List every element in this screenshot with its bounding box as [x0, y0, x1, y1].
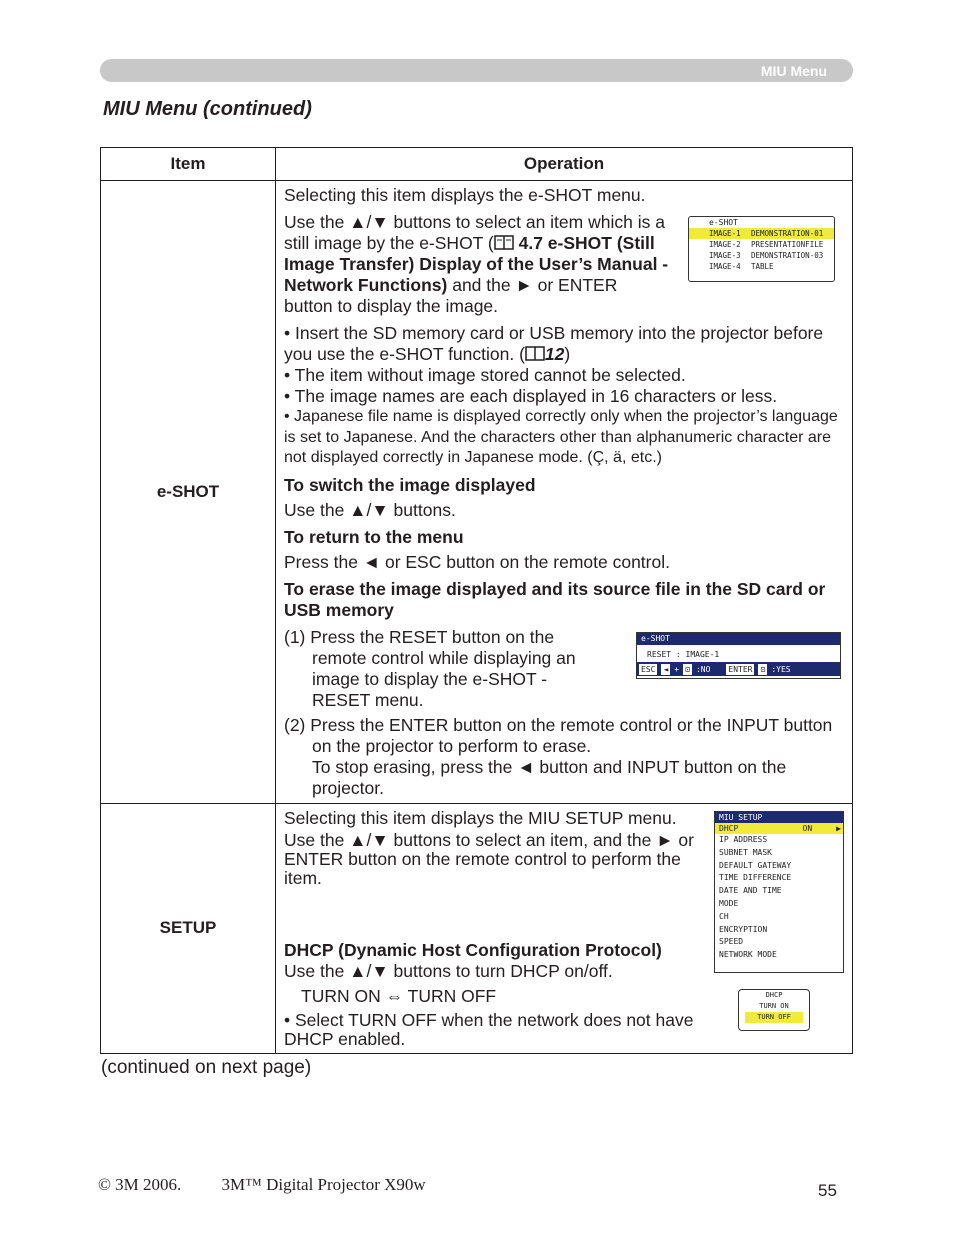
- osd-dhcp: [738, 989, 810, 1031]
- osd-yes: :YES: [771, 664, 791, 674]
- dhcp-toggle-text: TURN ON ⇔ TURN OFF: [301, 985, 497, 1006]
- osd-setup-item: DATE AND TIME: [719, 886, 782, 896]
- eshot-intro: Selecting this item displays the e-SHOT menu.: [284, 185, 646, 205]
- osd-dhcp-row: DHCP ON ▶: [715, 823, 843, 834]
- eshot-notes: • Insert the SD memory card or USB memory into the projector before you use the e-SHOT function. ( 12) • The item without image stored cannot be selected. • The image names are each displayed in 16 characters or less. • Japanese file name is displayed correctly only when the projector’s language is set to Japanese. And the characters other than alphanumeric character are not displayed correctly in Japanese mode. (Ç, ä, etc.): [284, 323, 838, 466]
- left-arrow-icon: ◄: [663, 664, 669, 674]
- osd-reset-line: RESET : IMAGE-1: [647, 650, 720, 659]
- footer: [98, 1175, 462, 1195]
- osd-title: e-SHOT: [709, 218, 738, 227]
- text-switch: Use the ▲/▼ buttons.: [284, 499, 456, 520]
- heading-erase: To erase the image displayed and its source file in the SD card or USB memory: [284, 578, 826, 620]
- osd-esc-key: ESC: [641, 664, 656, 674]
- footer-product: 3M™ Digital Projector X90w: [221, 1175, 426, 1194]
- eshot-select-text: Use the ▲/▼ buttons to select an item which is a still image by the e-SHOT ( 4.7 e-SHOT (Still Image Transfer) Display of the User’s Manual - Network Functions) and the ► or ENTER button to display the image.: [284, 212, 669, 316]
- header-bar: [100, 59, 853, 82]
- plus-icon: +: [674, 664, 680, 674]
- osd-miu-setup: [714, 811, 844, 973]
- osd-turn-off: TURN OFF: [745, 1012, 803, 1023]
- item-setup: SETUP: [101, 803, 276, 1053]
- osd-title: DHCP: [765, 991, 783, 999]
- col-operation-header: Operation: [276, 148, 853, 181]
- input-icon: ⊡: [685, 664, 690, 674]
- osd-setup-item: IP ADDRESS: [719, 835, 768, 844]
- right-arrow-icon: ▶: [836, 824, 841, 833]
- osd-setup-item: NETWORK MODE: [719, 950, 777, 960]
- erase-step-2: (2) Press the ENTER button on the remote control or the INPUT button on the projector to perform to erase.: [284, 714, 833, 756]
- text-dhcp: Use the ▲/▼ buttons to turn DHCP on/off.: [284, 960, 613, 981]
- osd-enter-key: ENTER: [728, 664, 753, 674]
- heading-switch: To switch the image displayed: [284, 474, 536, 495]
- osd-setup-item: MODE: [719, 898, 739, 908]
- heading-dhcp: DHCP (Dynamic Host Configuration Protocol): [284, 939, 662, 960]
- osd-eshot-list: [688, 216, 835, 282]
- osd-eshot-reset: [636, 632, 841, 679]
- osd-turn-on: TURN ON: [759, 1002, 789, 1010]
- osd-eshot-row: IMAGE-4 TABLE: [709, 262, 774, 271]
- osd-setup-item: SPEED: [719, 937, 744, 947]
- setup-intro: Selecting this item displays the MIU SETUP menu. Use the ▲/▼ buttons to select an item, and the ► or ENTER button on the remote control to perform the item.: [284, 807, 694, 888]
- osd-no: :NO: [695, 664, 711, 674]
- osd-title: MIU SETUP: [715, 812, 843, 823]
- osd-setup-items: [715, 834, 843, 962]
- osd-eshot-row: IMAGE-2 PRESENTATIONFILE: [709, 240, 824, 249]
- text-return: Press the ◄ or ESC button on the remote control.: [284, 551, 670, 572]
- col-item-header: Item: [101, 148, 276, 181]
- item-eshot: e-SHOT: [101, 181, 276, 804]
- table-header-row: [101, 148, 853, 181]
- erase-step-1: (1) Press the RESET button on the remote control while displaying an image to display the e-SHOT - RESET menu.: [284, 626, 576, 710]
- header-label: MIU Menu: [760, 63, 827, 79]
- erase-step-2b: To stop erasing, press the ◄ button and INPUT button on the projector.: [312, 756, 787, 798]
- input-icon: ⊡: [760, 664, 766, 674]
- book-icon: [494, 234, 514, 249]
- osd-setup-item: DEFAULT GATEWAY: [719, 860, 792, 870]
- osd-setup-item: TIME DIFFERENCE: [719, 873, 792, 883]
- heading-return: To return to the menu: [284, 526, 464, 547]
- continued-note: (continued on next page): [101, 1057, 312, 1078]
- section-title: MIU Menu (continued): [103, 98, 312, 120]
- osd-setup-item: ENCRYPTION: [719, 924, 768, 934]
- dhcp-note: • Select TURN OFF when the network does not have DHCP enabled.: [284, 1009, 694, 1049]
- book-icon: [525, 345, 545, 360]
- osd-title: e-SHOT: [637, 633, 840, 645]
- footer-copyright: © 3M 2006.: [98, 1175, 182, 1194]
- osd-eshot-row: IMAGE-3 DEMONSTRATION-03: [709, 251, 824, 260]
- page-number: 55: [818, 1181, 837, 1200]
- osd-eshot-row: IMAGE-1 DEMONSTRATION-01: [689, 228, 834, 239]
- osd-setup-item: CH: [719, 911, 729, 921]
- osd-eshot-rows: [689, 228, 834, 272]
- osd-setup-item: SUBNET MASK: [719, 847, 772, 857]
